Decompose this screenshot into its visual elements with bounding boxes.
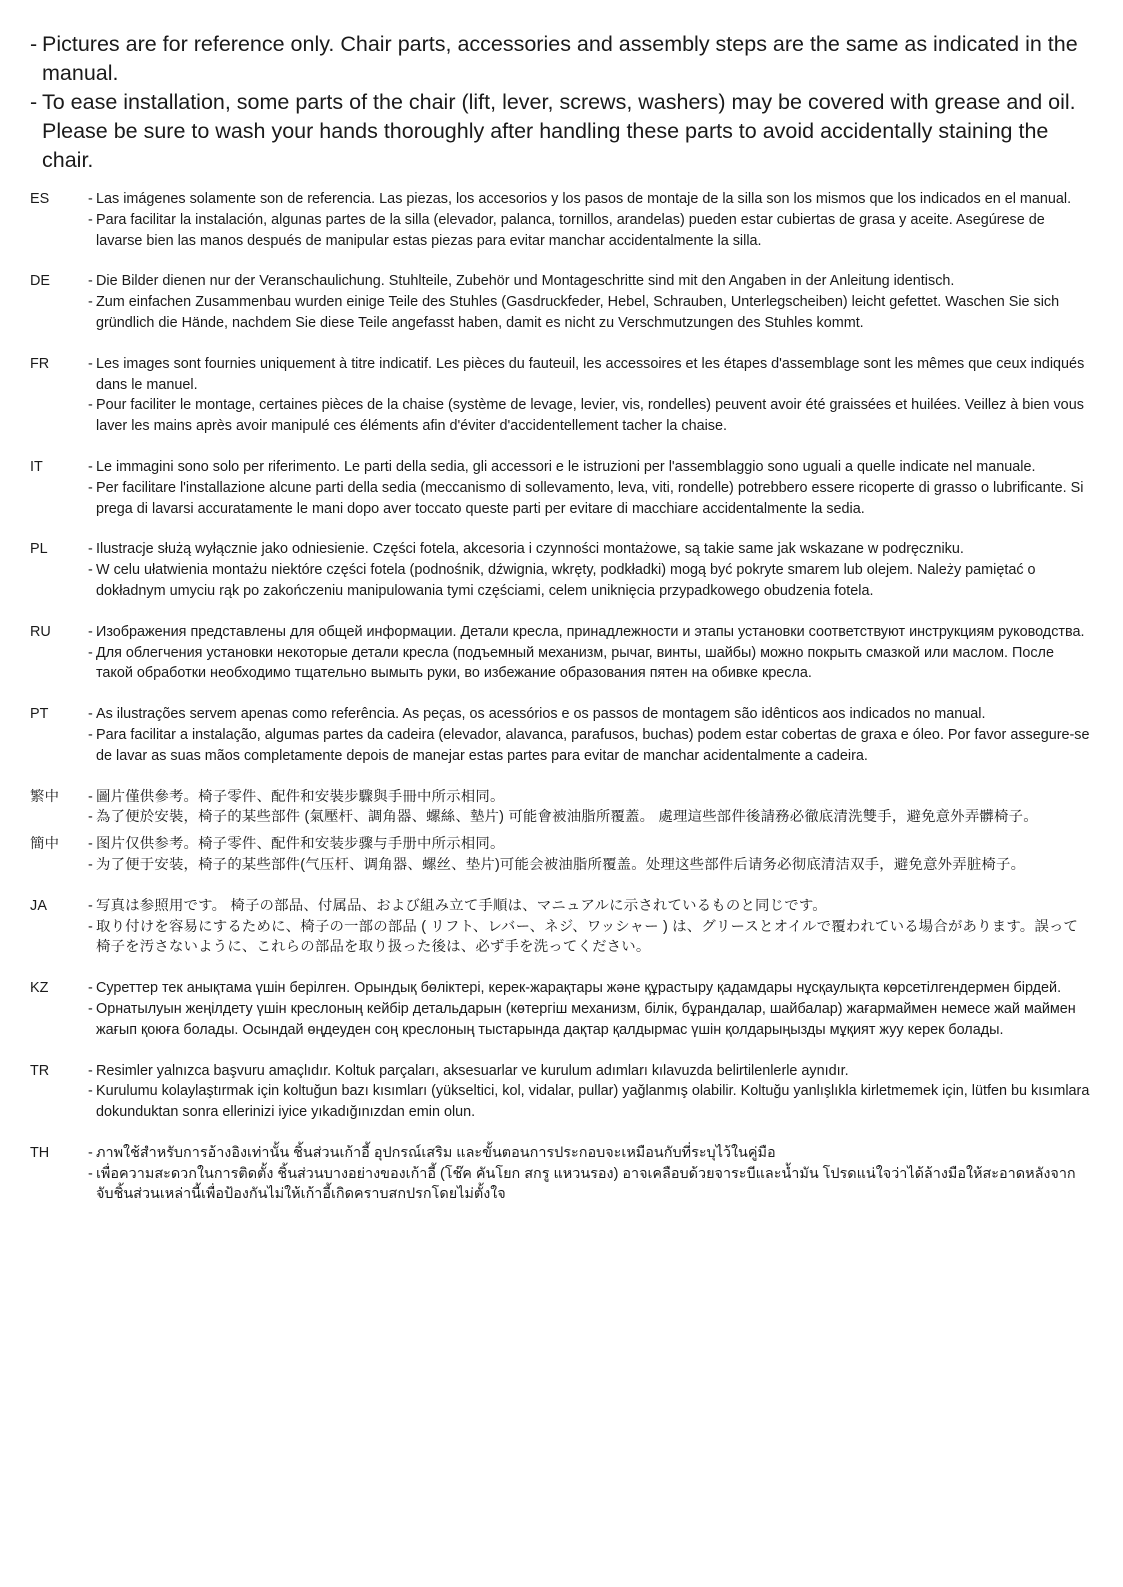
lang-items <box>88 271 1091 333</box>
lang-item: - Les images sont fournies uniquement à titre indicatif. Les pièces du fauteuil, les accessoires et les étapes d'assemblage sont les mêmes que ceux indiqués dans le manuel. <box>88 354 1091 396</box>
lang-code: RU <box>30 623 51 640</box>
lang-items <box>88 978 1091 1040</box>
lang-code: KZ <box>30 980 49 997</box>
lang-item: - 取り付けを容易にするために、椅子の一部の部品 ( リフト、レバー、ネジ、ワッシャー ) は、グリースとオイルで覆われている場合があります。誤って椅子を汚さないように、これらの部品を取り扱った後は、必ず手を洗ってください。 <box>88 917 1091 959</box>
lang-code: IT <box>30 458 43 475</box>
lang-code: PL <box>30 541 48 558</box>
lang-block-es <box>30 189 1091 251</box>
lang-code: 繁中 <box>30 788 60 805</box>
lang-items <box>88 1061 1091 1123</box>
lang-item: - 图片仅供参考。椅子零件、配件和安装步骤与手册中所示相同。 <box>88 834 1091 855</box>
lang-item: - Суреттер тек анықтама үшін берілген. Орындық бөліктері, керек-жарақтары және құрастыру қадамдары нұсқаулықта көрсетілгендермен бірдей. <box>88 978 1091 999</box>
lang-item: - Per facilitare l'installazione alcune parti della sedia (meccanismo di sollevamento, leva, viti, rondelle) potrebbero essere ricoperte di grasso o lubrificante. Si prega di lavarsi accuratamente le mani dopo aver toccato queste parti per evitare di macchiare accidentalmente la sedia. <box>88 478 1091 520</box>
intro-note: - To ease installation, some parts of the chair (lift, lever, screws, washers) may be covered with grease and oil. Please be sure to wash your hands thoroughly after handling these parts to avoid accidentally staining the chair. <box>30 88 1091 175</box>
lang-items <box>88 539 1091 601</box>
lang-item: - 为了便于安装，椅子的某些部件(气压杆、调角器、螺丝、垫片)可能会被油脂所覆盖。处理这些部件后请务必彻底清洁双手，避免意外弄脏椅子。 <box>88 855 1091 876</box>
lang-item: - Para facilitar a instalação, algumas partes da cadeira (elevador, alavanca, parafusos, buchas) podem estar cobertas de graxa e óleo. Por favor assegure-se de lavar as suas mãos completamente depois de manejar estas partes para evitar de manchar acidentalmente a cadeira. <box>88 725 1091 767</box>
lang-item: - Ilustracje służą wyłącznie jako odniesienie. Części fotela, akcesoria i czynności montażowe, są takie same jak wskazane w podręczniku. <box>88 539 1091 560</box>
lang-items <box>88 189 1091 251</box>
lang-items <box>88 834 1091 876</box>
lang-item: - Zum einfachen Zusammenbau wurden einige Teile des Stuhles (Gasdruckfeder, Hebel, Schrauben, Unterlegscheiben) leicht gefettet. Waschen Sie sich gründlich die Hände, nachdem Sie diese Teile angefasst haben, damit es nicht zu Verschmutzungen des Stuhles kommt. <box>88 292 1091 334</box>
lang-code: DE <box>30 273 50 290</box>
lang-block-ru <box>30 622 1091 684</box>
lang-item: - Resimler yalnızca başvuru amaçlıdır. Koltuk parçaları, aksesuarlar ve kurulum adımları kılavuzda belirtilenlerle aynıdır. <box>88 1061 1091 1082</box>
lang-block-it <box>30 457 1091 519</box>
lang-code: PT <box>30 706 49 723</box>
lang-item: - Для облегчения установки некоторые детали кресла (подъемный механизм, рычаг, винты, шайбы) можно покрыть смазкой или маслом. После такой обработки необходимо тщательно вымыть руки, во избежание образования пятен на обивке кресла. <box>88 643 1091 685</box>
intro-note: - Pictures are for reference only. Chair parts, accessories and assembly steps are the same as indicated in the manual. <box>30 30 1091 88</box>
lang-block-pt <box>30 704 1091 766</box>
lang-item: - Para facilitar la instalación, algunas partes de la silla (elevador, palanca, tornillos, arandelas) pueden estar cubiertas de grasa y aceite. Asegúrese de lavarse bien las manos después de manipular estas piezas para evitar manchar accidentalmente la silla. <box>88 210 1091 252</box>
intro-notes <box>30 30 1091 175</box>
lang-item: - Le immagini sono solo per riferimento. Le parti della sedia, gli accessori e le istruzioni per l'assemblaggio sono uguali a quelle indicate nel manuale. <box>88 457 1091 478</box>
lang-block-de <box>30 271 1091 333</box>
lang-item: - ภาพใช้สำหรับการอ้างอิงเท่านั้น ชิ้นส่วนเก้าอี้ อุปกรณ์เสริม และขั้นตอนการประกอบจะเหมือนกับที่ระบุไว้ในคู่มือ <box>88 1143 1091 1164</box>
lang-item: - Изображения представлены для общей информации. Детали кресла, принадлежности и этапы установки соответствуют инструкциям руководства. <box>88 622 1091 643</box>
lang-items <box>88 787 1091 829</box>
lang-block-zh-hans <box>30 834 1091 876</box>
lang-item: - Die Bilder dienen nur der Veranschaulichung. Stuhlteile, Zubehör und Montageschritte sind mit den Angaben in der Anleitung identisch. <box>88 271 1091 292</box>
lang-item: - Kurulumu kolaylaştırmak için koltuğun bazı kısımları (yükseltici, kol, vidalar, pullar) yağlanmış olabilir. Koltuğu yanlışlıkla kirletmemek için, lütfen bu kısımlara dokunduktan sonra ellerinizi iyice yıkadığınızdan emin olun. <box>88 1081 1091 1123</box>
lang-items <box>88 704 1091 766</box>
lang-item: - W celu ułatwienia montażu niektóre części fotela (podnośnik, dźwignia, wkręty, podkładki) mogą być pokryte smarem lub olejem. Należy pamiętać o dokładnym umyciu rąk po zakończeniu manipulowania tymi częściami, celem uniknięcia przypadkowego obudzenia fotela. <box>88 560 1091 602</box>
lang-block-ja <box>30 896 1091 958</box>
lang-code: JA <box>30 897 48 914</box>
lang-item: - 写真は参照用です。 椅子の部品、付属品、および組み立て手順は、マニュアルに示されているものと同じです。 <box>88 896 1091 917</box>
lang-item: - Las imágenes solamente son de referencia. Las piezas, los accesorios y los pasos de montaje de la silla son los mismos que los indicados en el manual. <box>88 189 1091 210</box>
lang-items <box>88 622 1091 684</box>
lang-code: TH <box>30 1144 50 1161</box>
lang-items <box>88 354 1091 437</box>
lang-item: - 為了便於安裝，椅子的某些部件 (氣壓杆、調角器、螺絲、墊片) 可能會被油脂所覆蓋。 處理這些部件後請務必徹底清洗雙手，避免意外弄髒椅子。 <box>88 807 1091 828</box>
lang-items <box>88 457 1091 519</box>
lang-code: 簡中 <box>30 836 60 853</box>
lang-block-tr <box>30 1061 1091 1123</box>
lang-block-th <box>30 1143 1091 1205</box>
lang-item: - Орнатылуын жеңілдету үшін креслоның кейбір детальдарын (көтергіш механизм, білік, бұрандалар, шайбалар) жағармаймен немесе жай маймен жағып қоюға болады. Осындай өңдеуден соң креслоның тыстарында дақтар қалдырмас үшін қолдарыңызды мұқият жуу керек болады. <box>88 999 1091 1041</box>
lang-code: ES <box>30 191 50 207</box>
lang-block-pl <box>30 539 1091 601</box>
lang-item: - 圖片僅供參考。椅子零件、配件和安裝步驟與手冊中所示相同。 <box>88 787 1091 808</box>
lang-block-kz <box>30 978 1091 1040</box>
lang-code: FR <box>30 355 50 372</box>
lang-code: TR <box>30 1062 50 1079</box>
lang-item: - As ilustrações servem apenas como referência. As peças, os acessórios e os passos de montagem são idênticos aos indicados no manual. <box>88 704 1091 725</box>
lang-items <box>88 896 1091 958</box>
lang-block-zh-hant <box>30 787 1091 829</box>
lang-block-fr <box>30 354 1091 437</box>
lang-item: - เพื่อความสะดวกในการติดตั้ง ชิ้นส่วนบางอย่างของเก้าอี้ (โช๊ค คันโยก สกรู แหวนรอง) อาจเคลือบด้วยจาระบีและน้ำมัน โปรดแน่ใจว่าได้ล้างมือให้สะอาดหลังจากจับชิ้นส่วนเหล่านี้เพื่อป้องกันไม่ให้เก้าอี้เกิดคราบสกปรกโดยไม่ตั้งใจ <box>88 1164 1091 1206</box>
lang-items <box>88 1143 1091 1205</box>
lang-item: - Pour faciliter le montage, certaines pièces de la chaise (système de levage, levier, vis, rondelles) peuvent avoir été graissées et huilées. Veillez à bien vous laver les mains après avoir manipulé ces éléments afin d'éviter d'accidentellement tacher la chaise. <box>88 395 1091 437</box>
